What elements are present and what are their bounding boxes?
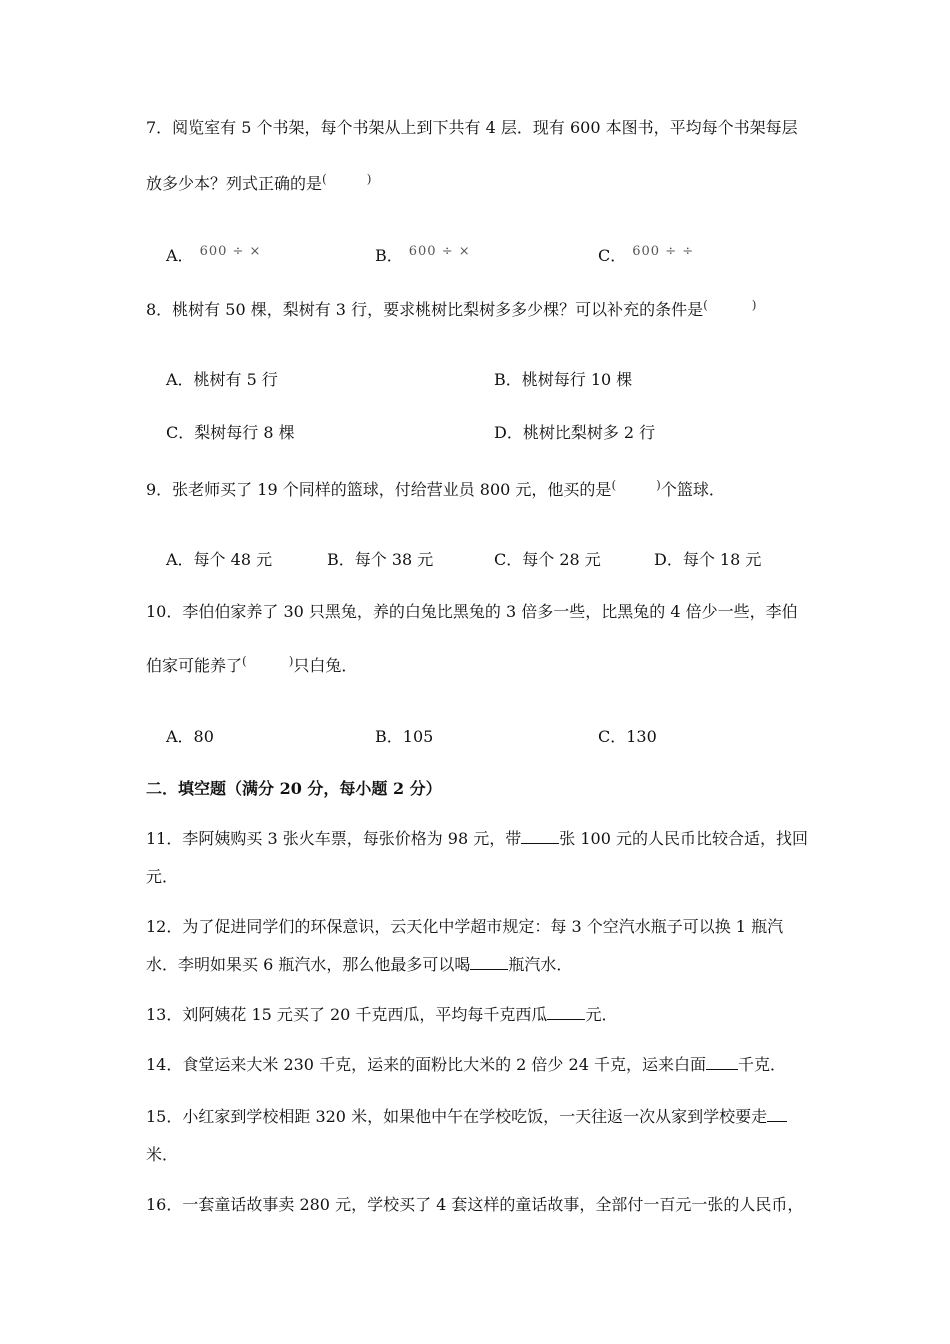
- q13-answer-blank[interactable]: [547, 1005, 585, 1020]
- q10-line-2: [146, 656, 357, 677]
- q10-answer-paren-open: (: [242, 654, 247, 668]
- section-2-heading: 二．填空题（满分 20 分，每小题 2 分）: [146, 779, 442, 798]
- q9-option-a[interactable]: A．每个 48 元: [166, 550, 273, 569]
- q10-option-c[interactable]: C．130: [598, 727, 657, 746]
- q7-answer-paren-close: ): [366, 172, 372, 186]
- q8-line-1: [146, 300, 756, 321]
- q9-option-d[interactable]: D．每个 18 元: [654, 550, 762, 569]
- q8-option-c[interactable]: C．梨树每行 8 棵: [166, 423, 295, 442]
- q11-answer-blank[interactable]: [521, 829, 559, 844]
- q10-option-b[interactable]: B．105: [375, 727, 434, 746]
- q9-answer-paren-close: ): [656, 478, 661, 492]
- q11-stem-tail: 张 100 元的人民币比较合适，找回: [559, 829, 808, 848]
- q13-line-1: [146, 1005, 617, 1025]
- q10-stem-tail: 只白兔．: [293, 656, 358, 675]
- q8-stem-text: 8．桃树有 50 棵，梨树有 3 行，要求桃树比梨树多多少棵？可以补充的条件是: [146, 300, 704, 319]
- q13-stem-tail: 元．: [585, 1005, 618, 1024]
- q15-answer-blank[interactable]: [767, 1107, 787, 1122]
- q12-answer-blank[interactable]: [470, 955, 508, 970]
- q12-line-2: [146, 955, 572, 975]
- q9-option-b[interactable]: B．每个 38 元: [327, 550, 434, 569]
- q13-stem-text: 13．刘阿姨花 15 元买了 20 千克西瓜，平均每千克西瓜: [146, 1005, 548, 1024]
- q9-stem-text: 9．张老师买了 19 个同样的篮球，付给营业员 800 元，他买的是: [146, 480, 612, 499]
- q15-stem-text: 15．小红家到学校相距 320 米，如果他中午在学校吃饭，一天往返一次从家到学校要走: [146, 1107, 768, 1126]
- q14-answer-blank[interactable]: [706, 1055, 738, 1070]
- q8-option-a[interactable]: A．桃树有 5 行: [166, 370, 278, 389]
- q12-stem-text: 水．李明如果买 6 瓶汽水，那么他最多可以喝: [146, 955, 471, 974]
- q9-stem-tail: 个篮球．: [660, 480, 725, 499]
- q14-stem-tail: 千克．: [737, 1055, 786, 1074]
- option-formula: 600 ÷ ÷: [632, 244, 695, 259]
- q15-line-2: 米．: [146, 1145, 179, 1164]
- q9-line-1: [146, 480, 725, 501]
- q7-option-c[interactable]: [598, 246, 694, 268]
- q10-option-a[interactable]: A．80: [166, 727, 214, 746]
- q10-stem-text: 伯家可能养了: [146, 656, 243, 675]
- q7-answer-paren-open: (: [322, 172, 327, 186]
- q10-line-1: 10．李伯伯家养了 30 只黑兔，养的白兔比黑兔的 3 倍多一些，比黑兔的 4 倍少一些，李伯: [146, 602, 798, 621]
- q7-line-1: 7．阅览室有 5 个书架，每个书架从上到下共有 4 层．现有 600 本图书，平均每个书架每层: [146, 118, 798, 137]
- q11-line-2: 元．: [146, 867, 179, 886]
- q7-stem-text: 放多少本？列式正确的是: [146, 174, 323, 193]
- q8-answer-paren-open: (: [703, 298, 708, 312]
- q12-stem-tail: 瓶汽水．: [508, 955, 573, 974]
- q8-option-d[interactable]: D．桃树比梨树多 2 行: [494, 423, 656, 442]
- q9-option-c[interactable]: C．每个 28 元: [494, 550, 601, 569]
- q16-line-1: 16．一套童话故事卖 280 元，学校买了 4 套这样的童话故事，全部付一百元一张的人民币，: [146, 1195, 804, 1214]
- q14-stem-text: 14．食堂运来大米 230 千克，运来的面粉比大米的 2 倍少 24 千克，运来白面: [146, 1055, 706, 1074]
- q11-stem-text: 11．李阿姨购买 3 张火车票，每张价格为 98 元，带: [146, 829, 522, 848]
- q15-line-1: [146, 1107, 787, 1127]
- option-label: A．: [166, 246, 194, 265]
- q14-line-1: [146, 1055, 786, 1075]
- q11-line-1: [146, 829, 808, 849]
- q12-line-1: 12．为了促进同学们的环保意识，云天化中学超市规定：每 3 个空汽水瓶子可以换 1 瓶汽: [146, 917, 784, 936]
- q7-line-2: [146, 174, 371, 195]
- q9-answer-paren-open: (: [611, 478, 617, 492]
- q7-option-a[interactable]: [166, 246, 261, 268]
- q8-option-b[interactable]: B．桃树每行 10 棵: [494, 370, 633, 389]
- q7-option-b[interactable]: [375, 246, 471, 268]
- option-formula: 600 ÷ ×: [408, 244, 471, 259]
- q10-answer-paren-close: ): [288, 654, 294, 668]
- option-label: C．: [598, 246, 627, 265]
- option-formula: 600 ÷ ×: [199, 244, 262, 259]
- q8-answer-paren-close: ): [751, 298, 757, 312]
- option-label: B．: [375, 246, 403, 265]
